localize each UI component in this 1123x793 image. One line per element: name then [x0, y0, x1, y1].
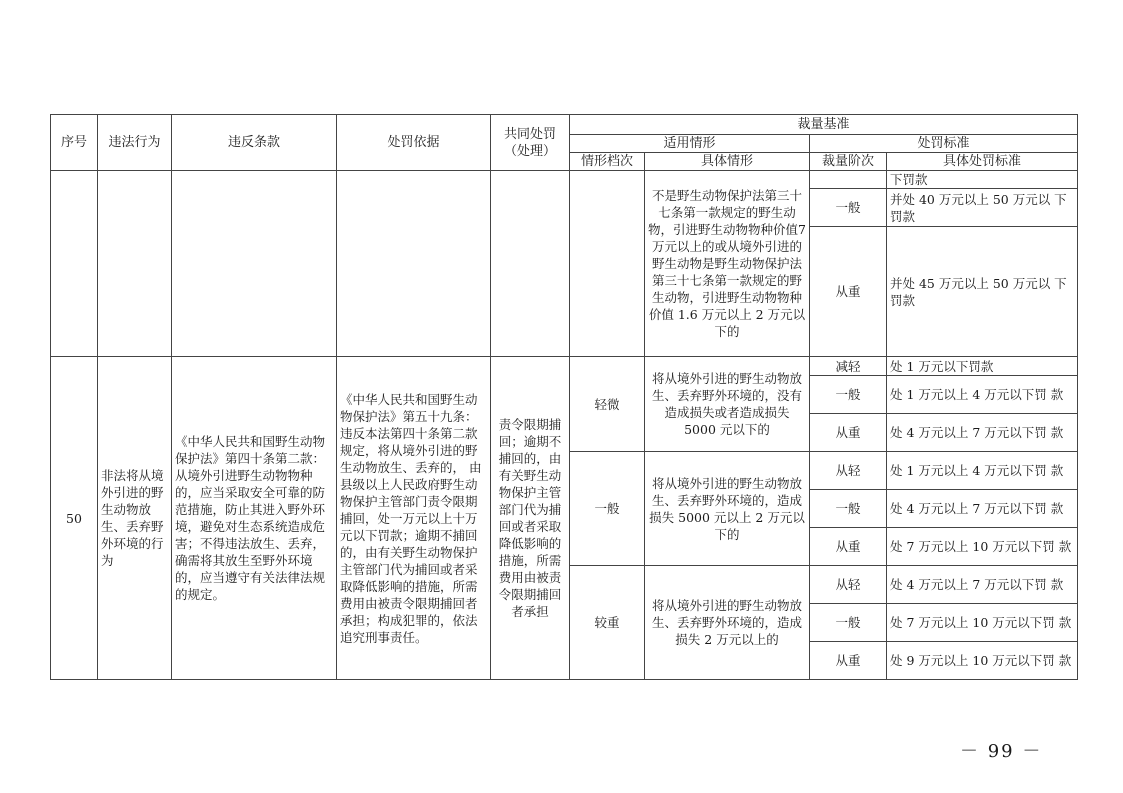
- header-applicable: 适用情形: [570, 135, 810, 153]
- empty-cell: [172, 171, 337, 357]
- level-cell: 轻微: [570, 357, 645, 452]
- header-specific: 具体情形: [645, 153, 810, 171]
- standard-cell: 处 4 万元以上 7 万元以下罚 款: [887, 414, 1078, 452]
- stage-cell: 从轻: [810, 566, 887, 604]
- stage-cell: [810, 171, 887, 189]
- empty-cell: [570, 171, 645, 357]
- stage-cell: 从重: [810, 528, 887, 566]
- table-row: [51, 357, 1078, 376]
- level-cell: 较重: [570, 566, 645, 680]
- standard-cell: 并处 40 万元以上 50 万元以 下罚款: [887, 189, 1078, 227]
- stage-cell: 一般: [810, 189, 887, 227]
- stage-cell: 从重: [810, 414, 887, 452]
- situation-cell: 将从境外引进的野生动物放生、丢弃野外环境的，造成损失 5000 元以上 2 万元以下的: [645, 452, 810, 566]
- header-basis: 处罚依据: [337, 115, 491, 171]
- standard-cell: 处 1 万元以下罚款: [887, 357, 1078, 376]
- standard-cell: 处 9 万元以上 10 万元以下罚 款: [887, 642, 1078, 680]
- basis-cell: 《中华人民共和国野生动物保护法》第五十九条：违反本法第四十条第二款规定，将从境外引进的野生动物放生、丢弃的， 由县级以上人民政府野生动物保护主管部门责令限期捕回，处一万元以上十万元以下罚款；逾期不捕回的，由有关野生动物保护主管部门代为捕回或者采取降低影响的措施，所需费用由被责令限期捕回者承担；构成犯罪的，依法追究刑事责任。: [337, 357, 491, 680]
- header-seq: 序号: [51, 115, 98, 171]
- header-specific-standard: 具体处罚标准: [887, 153, 1078, 171]
- stage-cell: 一般: [810, 604, 887, 642]
- standard-cell: 并处 45 万元以上 50 万元以 下罚款: [887, 227, 1078, 357]
- stage-cell: 从重: [810, 642, 887, 680]
- common-cell: 责令限期捕回；逾期不捕回的，由有关野生动物保护主管部门代为捕回或者采取降低影响的措施，所需费用由被责令限期捕回者承担: [491, 357, 570, 680]
- standard-cell: 处 1 万元以上 4 万元以下罚 款: [887, 452, 1078, 490]
- situation-cell: 将从境外引进的野生动物放生、丢弃野外环境的，造成损失 2 万元以上的: [645, 566, 810, 680]
- empty-cell: [337, 171, 491, 357]
- standard-cell: 处 4 万元以上 7 万元以下罚 款: [887, 490, 1078, 528]
- stage-cell: 从重: [810, 227, 887, 357]
- clause-cell: 《中华人民共和国野生动物保护法》第四十条第二款：从境外引进野生动物物种的，应当采取安全可靠的防范措施，防止其进入野外环境，避免对生态系统造成危害；不得违法放生、丢弃，确需将其放生至野外环境的，应当遵守有关法律法规的规定。: [172, 357, 337, 680]
- table-row: [51, 171, 1078, 189]
- standard-cell: 下罚款: [887, 171, 1078, 189]
- situation-cell: 将从境外引进的野生动物放生、丢弃野外环境的，没有造成损失或者造成损失 5000 元以下的: [645, 357, 810, 452]
- stage-cell: 一般: [810, 376, 887, 414]
- header-behavior: 违法行为: [98, 115, 172, 171]
- header-clause: 违反条款: [172, 115, 337, 171]
- header-standard: 处罚标准: [810, 135, 1078, 153]
- standard-cell: 处 4 万元以上 7 万元以下罚 款: [887, 566, 1078, 604]
- empty-cell: [491, 171, 570, 357]
- behavior-cell: 非法将从境外引进的野生动物放生、丢弃野外环境的行为: [98, 357, 172, 680]
- standard-cell: 处 7 万元以上 10 万元以下罚 款: [887, 604, 1078, 642]
- stage-cell: 一般: [810, 490, 887, 528]
- header-level: 情形档次: [570, 153, 645, 171]
- empty-cell: [51, 171, 98, 357]
- situation-cell: 不是野生动物保护法第三十七条第一款规定的野生动物，引进野生动物物种价值7万元以上的或从境外引进的野生动物是野生动物保护法第三十七条第一款规定的野生动物，引进野生动物物种价值 1.6 万元以上 2 万元以下的: [645, 171, 810, 357]
- standard-cell: 处 7 万元以上 10 万元以下罚 款: [887, 528, 1078, 566]
- header-common: 共同处罚（处理）: [491, 115, 570, 171]
- discretion-table: [50, 114, 1078, 680]
- header-stage: 裁量阶次: [810, 153, 887, 171]
- level-cell: 一般: [570, 452, 645, 566]
- seq-cell: 50: [51, 357, 98, 680]
- standard-cell: 处 1 万元以上 4 万元以下罚 款: [887, 376, 1078, 414]
- stage-cell: 从轻: [810, 452, 887, 490]
- page-number: － 99 －: [960, 741, 1043, 762]
- stage-cell: 减轻: [810, 357, 887, 376]
- empty-cell: [98, 171, 172, 357]
- header-discretion: 裁量基准: [570, 115, 1078, 135]
